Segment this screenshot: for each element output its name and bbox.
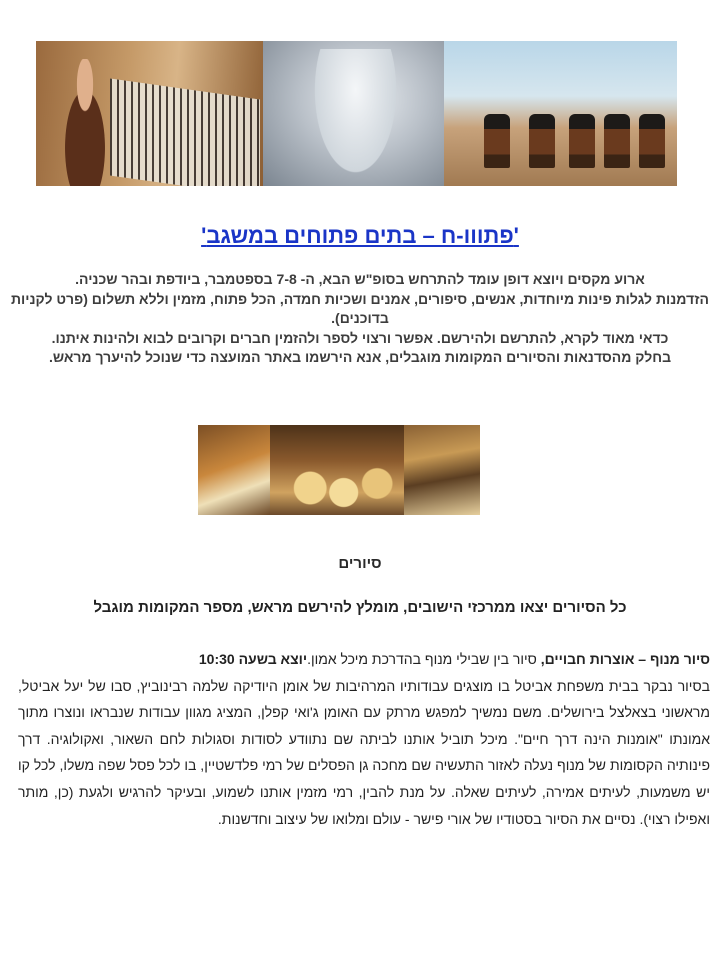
intro-line: בחלק מהסדנאות והסיורים המקומות מוגבלים, אנא הירשמו באתר המועצה כדי שנוכל להיערך מראש. <box>48 349 672 365</box>
horse-rider <box>529 114 555 168</box>
intro-line: ארוע מקסים ויוצא דופן עומד להתרחש בסופ"ש הבא, ה- 7-8 בספטמבר, ביודפת ובהר שכניה. <box>75 271 645 287</box>
horse-rider <box>569 114 595 168</box>
market-photo-strip <box>198 425 480 515</box>
tour-departure-time: יוצא בשעה 10:30 <box>198 651 308 667</box>
loom-shape <box>110 78 260 186</box>
horse-rider <box>484 114 510 168</box>
intro-line: הזדמנות לגלות פינות מיוחדות, אנשים, סיפורים, אמנים ושכיות חמדה, הכל פתוח, מזמין וללא תשלום (פרט לקניות בדוכנים). <box>10 290 710 326</box>
page-title-link[interactable]: 'פתווו-ח – בתים פתוחים במשגב' <box>201 223 519 248</box>
intro-line: כדאי מאוד לקרא, להתרשם ולהירשם. אפשר ורצוי לספר ולהזמין חברים וקרובים לבוא ולהינות איתנו. <box>51 329 669 346</box>
tour-title-line <box>18 646 710 673</box>
tour-description <box>18 646 710 832</box>
weaving-photo <box>36 41 263 186</box>
tour-summary: סיור בין שבילי מנוף בהדרכת מיכל אמון. <box>307 651 541 667</box>
tours-heading: סיורים <box>338 555 382 572</box>
tour-body-text: בסיור נבקר בבית משפחת אביטל בו מוצגים עבודותיו המרהיבות של אומן היודיקה שלמה רבינוביץ, סבו של יעל אביטל, מראשוני בצאלצל בירושלים. משם נמשיך למפגש מרתק עם האומן ג'ואי קפלן, המציג מגוון עבודות שנבראו ונוצרו מתוך אמונתו "אומנות הינה דרך חיים". מיכל תוביל אותנו לביתה שם נתוודע לסודות וסגולות לחם השאור, ואקולוגיה. דרך פינותיה הקסומות של מנוף נעלה לאזור התעשיה שם מחכה גן הפסלים של רמי פלדשטיין, בו לכל פסל שפה משלו, לכל קו יש משמעות, לעיתים אמירה, לעיתים שאלה. על מנת להבין, רמי מזמין אותנו לשמוע, ובעיקר להרגיש ולגעת (כן, מותר ואפילו רצוי). נסיים את הסיור בסטודיו של אורי פישר - עולם ומלואו של עיצוב וחדשנות. <box>18 677 710 827</box>
top-photo-strip <box>36 41 677 186</box>
statue-photo <box>263 41 444 186</box>
tour-name: סיור מנוף – אוצרות חבויים, <box>540 651 710 667</box>
horse-riders-photo <box>444 41 677 186</box>
statue-figure <box>308 49 403 186</box>
intro-paragraph <box>8 270 712 368</box>
market-photo-2 <box>270 425 404 515</box>
tours-note: כל הסיורים יצאו ממרכזי הישובים, מומלץ להירשם מראש, מספר המקומות מוגבל <box>93 599 627 616</box>
horse-rider <box>639 114 665 168</box>
market-photo-1 <box>198 425 270 515</box>
weaver-figure <box>54 59 116 186</box>
market-photo-3 <box>404 425 480 515</box>
horse-rider <box>604 114 630 168</box>
